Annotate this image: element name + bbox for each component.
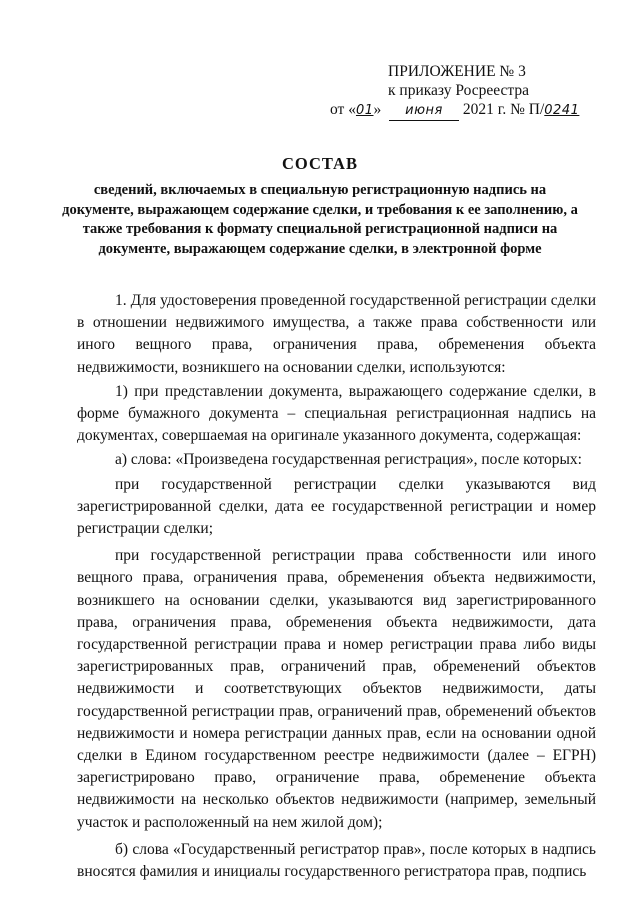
paragraph-5: при государственной регистрации права собственности или иного вещного права, ограничения права, обременения объекта недвижимости, возникшего на основании сделки, указываются вид зарегистрированного права, ограничения права, обременения объекта недвижимости, дата государственной регистрации права и номер регистрации права либо виды зарегистрированных прав, ограничений прав, обременений объектов недвижимости и соответствующих объектов недвижимости, даты государственной регистрации прав, ограничений прав, обременений объектов недвижимости и номера регистрации данных прав, если на основании одной сделки в Едином государственном реестре недвижимости (далее – ЕГРН) зарегистрировано право, ограничение права, обременение объекта недвижимости на несколько объектов недвижимости (например, земельный участок и расположенный на нем жилой дом); xyxy=(77,547,596,831)
appendix-order-ref: к приказу Росреестра xyxy=(388,82,529,99)
handwritten-day: 01 xyxy=(355,103,374,118)
month-blank xyxy=(389,100,459,121)
title-heading: СОСТАВ xyxy=(282,154,358,173)
document-body xyxy=(77,290,596,883)
appendix-title: ПРИЛОЖЕНИЕ № 3 xyxy=(388,63,526,80)
paragraph-6: б) слова «Государственный регистратор прав», после которых в надпись вносятся фамилия и инициалы государственного регистратора прав, подпись xyxy=(77,840,596,881)
paragraph-1: 1. Для удостоверения проведенной государственной регистрации сделки в отношении недвижимого имущества, а также права собственности или иного вещного права, ограничения права, обременения объекта недвижимости, возникшего на основании сделки, используются: xyxy=(77,292,596,376)
handwritten-number: 0241 xyxy=(544,103,580,118)
appendix-date-line xyxy=(330,100,590,121)
document-title xyxy=(60,153,580,259)
paragraph-3: а) слова: «Произведена государственная регистрация», после которых: xyxy=(115,451,582,469)
date-prefix: от « xyxy=(330,101,356,118)
date-mid: » xyxy=(373,101,382,118)
paragraph-4: при государственной регистрации сделки указываются вид зарегистрированной сделки, дата ее государственной регистрации и номер регистрации сделки; xyxy=(77,475,596,538)
handwritten-month: июня xyxy=(405,103,443,118)
year-text: 2021 г. № П/ xyxy=(462,101,545,118)
appendix-block xyxy=(330,62,590,121)
title-subtitle: сведений, включаемых в специальную регистрационную надпись на документе, выражающем содержание сделки, и требования к ее заполнению, а также требования к формату специальной регистрационной надписи на документе, выражающем содержание сделки, в электронной форме xyxy=(62,182,578,257)
paragraph-2: 1) при представлении документа, выражающего содержание сделки, в форме бумажного документа – специальная регистрационная надпись на документах, совершаемая на оригинале указанного документа, содержащая: xyxy=(77,382,596,445)
